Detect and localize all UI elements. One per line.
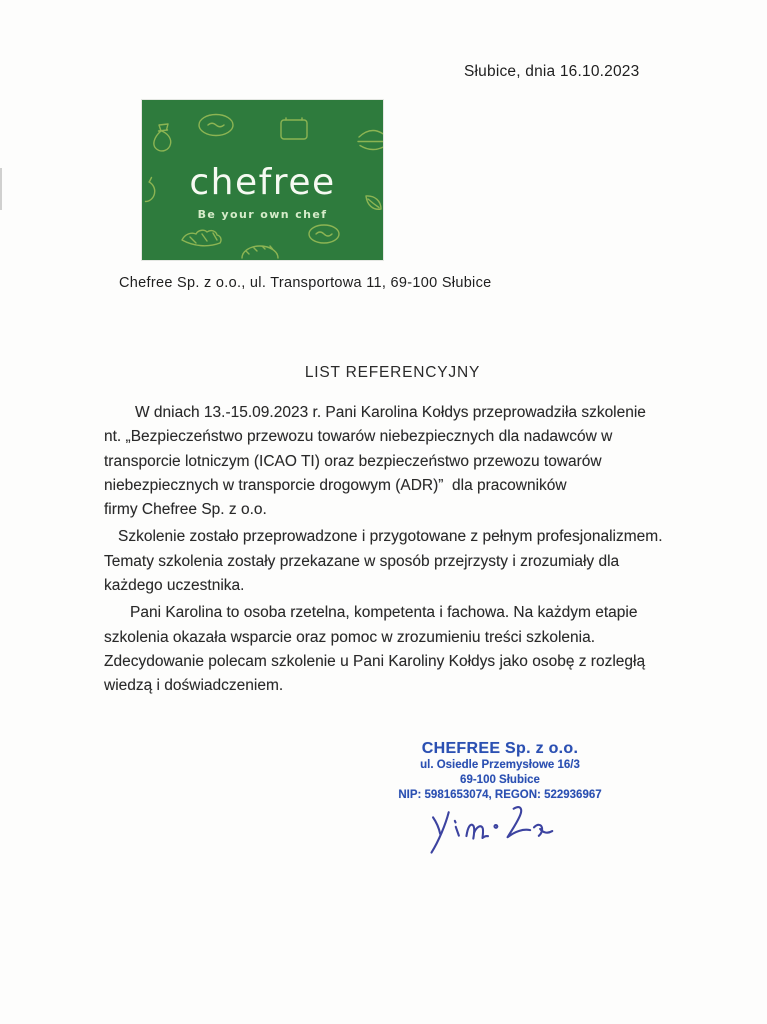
letter-line: transporcie lotniczym (ICAO TI) oraz bezpieczeństwo przewozu towarów xyxy=(104,452,602,470)
plate-oval-icon xyxy=(309,225,339,243)
stamp-registry-numbers: NIP: 5981653074, REGON: 522936967 xyxy=(398,789,602,801)
letter-line: firmy Chefree Sp. z o.o. xyxy=(104,501,267,519)
company-address-line: Chefree Sp. z o.o., ul. Transportowa 11, 69-100 Słubice xyxy=(119,275,492,291)
toast-icon xyxy=(281,118,307,139)
chili-icon xyxy=(146,178,155,202)
letter-line: Zdecydowanie polecam szkolenie u Pani Karoliny Kołdys jako osobę z rozległą xyxy=(104,652,646,670)
letter-line: W dniach 13.-15.09.2023 r. Pani Karolina Kołdys przeprowadziła szkolenie xyxy=(135,404,646,421)
stamp-company-name: CHEFREE Sp. z o.o. xyxy=(421,740,579,757)
money-bag-icon xyxy=(154,124,171,151)
letter-line: wiedzą i doświadczeniem. xyxy=(104,677,284,695)
pierogi-icon xyxy=(242,246,278,258)
stamp-address-2: 69-100 Słubice xyxy=(460,774,540,786)
logo-wordmark: chefree xyxy=(189,162,336,203)
leaf-icon xyxy=(366,196,381,209)
burger-icon xyxy=(358,131,383,150)
stamp-address-1: ul. Osiedle Przemysłowe 16/3 xyxy=(420,759,580,771)
letter-line: niebezpiecznych w transporcie drogowym (ADR)” dla pracowników xyxy=(104,476,567,494)
company-stamp xyxy=(365,739,635,803)
letter-title: LIST REFERENCYJNY xyxy=(304,364,481,381)
letter-line: każdego uczestnika. xyxy=(104,577,245,595)
letter-line: szkolenia okazała wsparcie oraz pomoc w zrozumieniu treści szkolenia. xyxy=(104,628,596,646)
date-line: Słubice, dnia 16.10.2023 xyxy=(464,63,640,80)
logo-tagline: Be your own chef xyxy=(197,208,328,221)
handwritten-signature xyxy=(424,799,567,859)
scan-edge-artifact xyxy=(0,168,2,210)
letter-line: Szkolenie zostało przeprowadzone i przygotowane z pełnym profesjonalizmem. xyxy=(118,528,663,546)
letter-body xyxy=(104,401,664,702)
letter-line: Tematy szkolenia zostały przekazane w sposób przejrzysty i zrozumiały dla xyxy=(104,552,620,570)
paragraph-2 xyxy=(104,525,664,598)
badge-oval-icon xyxy=(199,115,233,136)
letter-line: Pani Karolina to osoba rzetelna, kompetenta i fachowa. Na każdym etapie xyxy=(130,604,638,622)
chefree-logo xyxy=(142,100,383,260)
lettuce-icon xyxy=(182,230,221,246)
letter-line: nt. „Bezpieczeństwo przewozu towarów niebezpiecznych dla nadawców w xyxy=(104,428,613,446)
paragraph-1 xyxy=(104,401,664,522)
paragraph-3 xyxy=(104,601,664,698)
